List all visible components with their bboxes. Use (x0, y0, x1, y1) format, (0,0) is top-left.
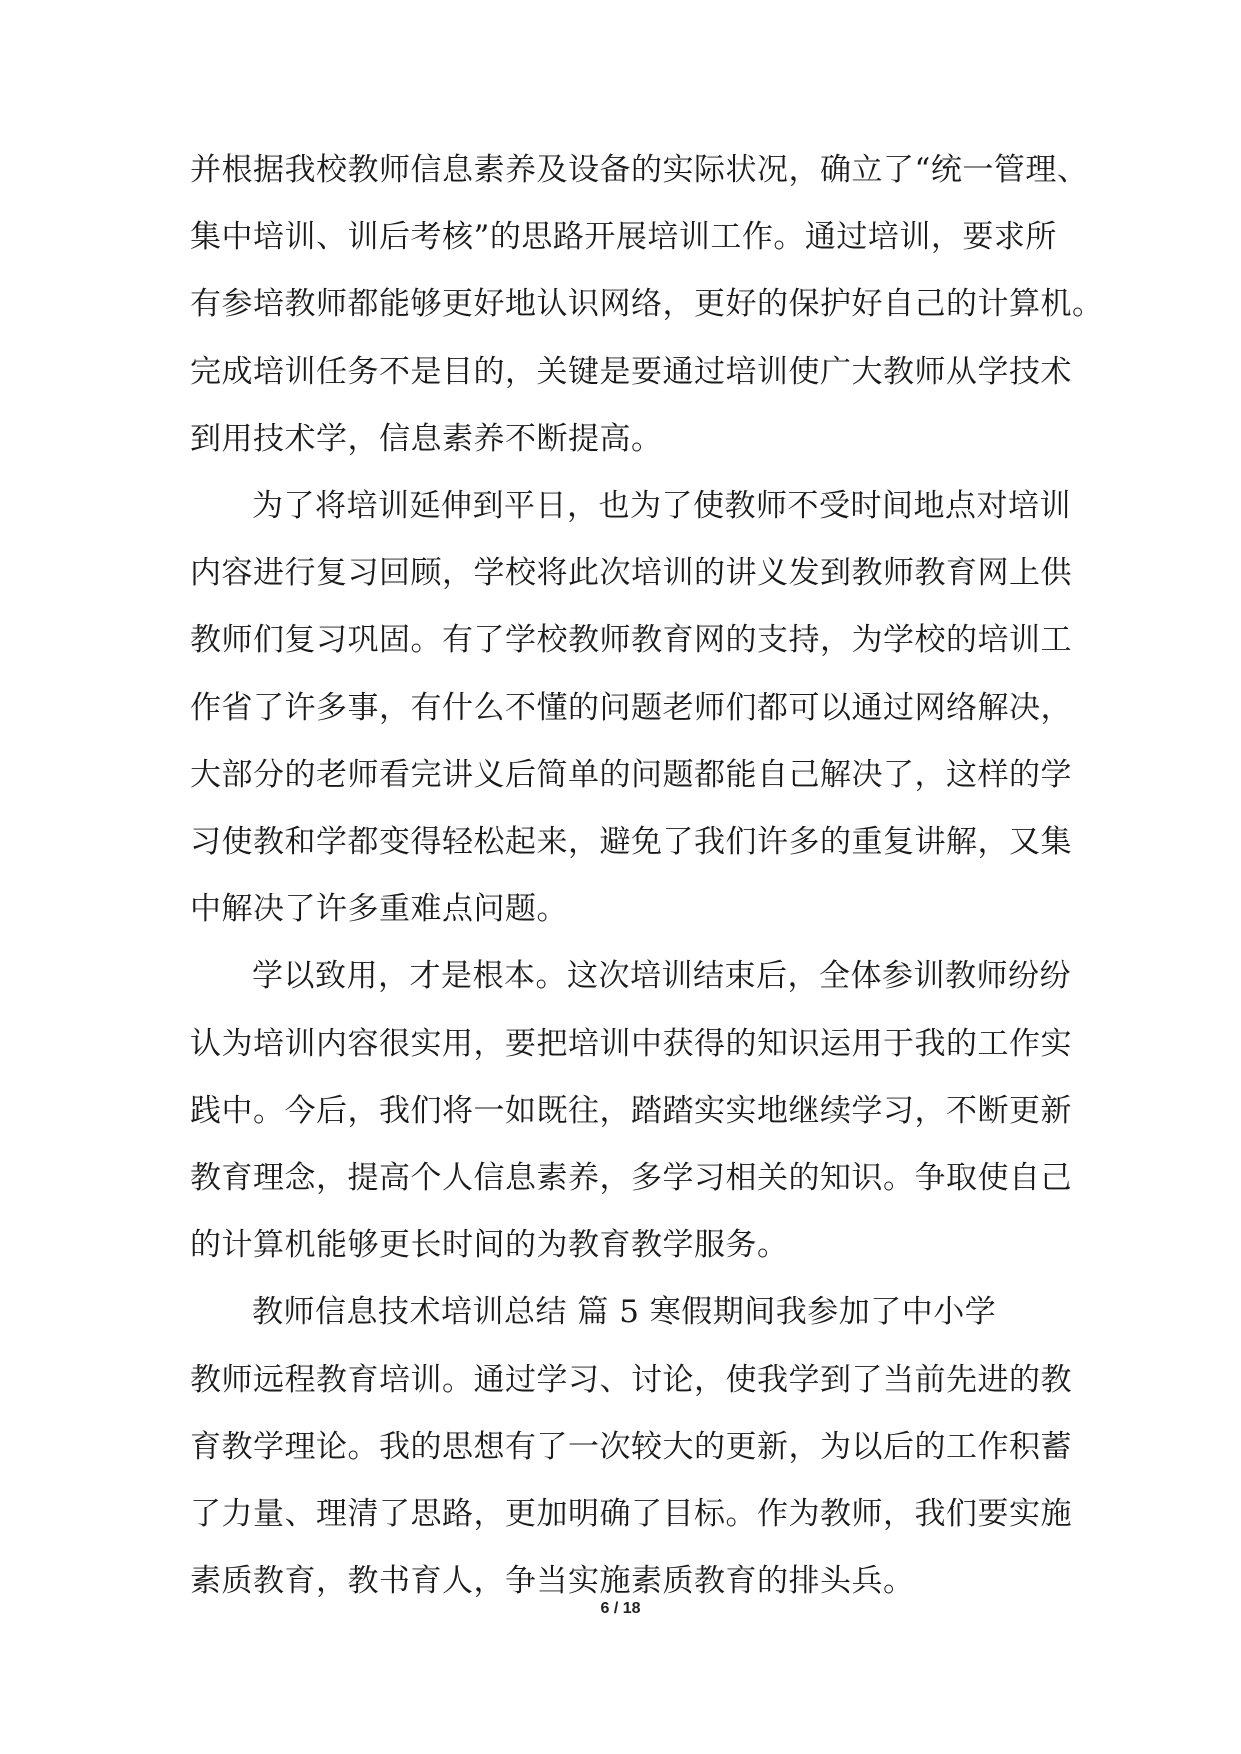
paragraph-1-line-4: 完成培训任务不是目的，关键是要通过培训使广大教师从学技术 (190, 354, 1072, 390)
paragraph-4-line-4: 了力量、理清了思路，更加明确了目标。作为教师，我们要实施 (190, 1496, 1072, 1532)
paragraph-3-line-4: 教育理念，提高个人信息素养，多学习相关的知识。争取使自己 (190, 1160, 1072, 1196)
paragraph-4-line-2: 教师远程教育培训。通过学习、讨论，使我学到了当前先进的教 (190, 1362, 1072, 1398)
paragraph-4-line-1: 教师信息技术培训总结 篇 5 寒假期间我参加了中小学 (252, 1294, 997, 1330)
page-number: 6 / 18 (600, 1600, 641, 1617)
paragraph-3-line-3: 践中。今后，我们将一如既往，踏踏实实地继续学习，不断更新 (190, 1093, 1072, 1129)
paragraph-4-line-3: 育教学理论。我的思想有了一次较大的更新，为以后的工作积蓄 (190, 1429, 1072, 1465)
paragraph-1-line-5: 到用技术学，信息素养不断提高。 (190, 421, 663, 457)
paragraph-2-line-3: 教师们复习巩固。有了学校教师教育网的支持，为学校的培训工 (190, 622, 1072, 658)
paragraph-2-line-5: 大部分的老师看完讲义后简单的问题都能自己解决了，这样的学 (190, 757, 1072, 793)
paragraph-1-line-3: 有参培教师都能够更好地认识网络，更好的保护好自己的计算机。 (190, 286, 1104, 322)
paragraph-3-line-1: 学以致用，才是根本。这次培训结束后，全体参训教师纷纷 (252, 958, 1071, 994)
paragraph-3-line-2: 认为培训内容很实用，要把培训中获得的知识运用于我的工作实 (190, 1026, 1072, 1062)
paragraph-2-line-1: 为了将培训延伸到平日，也为了使教师不受时间地点对培训 (252, 488, 1071, 524)
paragraph-1-line-2: 集中培训、训后考核”的思路开展培训工作。通过培训，要求所 (190, 219, 1057, 255)
paragraph-1-line-1: 并根据我校教师信息素养及设备的实际状况，确立了“统一管理、 (190, 152, 1089, 188)
paragraph-2-line-7: 中解决了许多重难点问题。 (190, 891, 568, 927)
paragraph-3-line-5: 的计算机能够更长时间的为教育教学服务。 (190, 1227, 789, 1263)
paragraph-2-line-6: 习使教和学都变得轻松起来，避免了我们许多的重复讲解，又集 (190, 824, 1072, 860)
paragraph-2-line-2: 内容进行复习回顾，学校将此次培训的讲义发到教师教育网上供 (190, 555, 1072, 591)
paragraph-4-line-5: 素质教育，教书育人，争当实施素质教育的排头兵。 (190, 1563, 915, 1599)
paragraph-2-line-4: 作省了许多事，有什么不懂的问题老师们都可以通过网络解决， (190, 690, 1072, 726)
